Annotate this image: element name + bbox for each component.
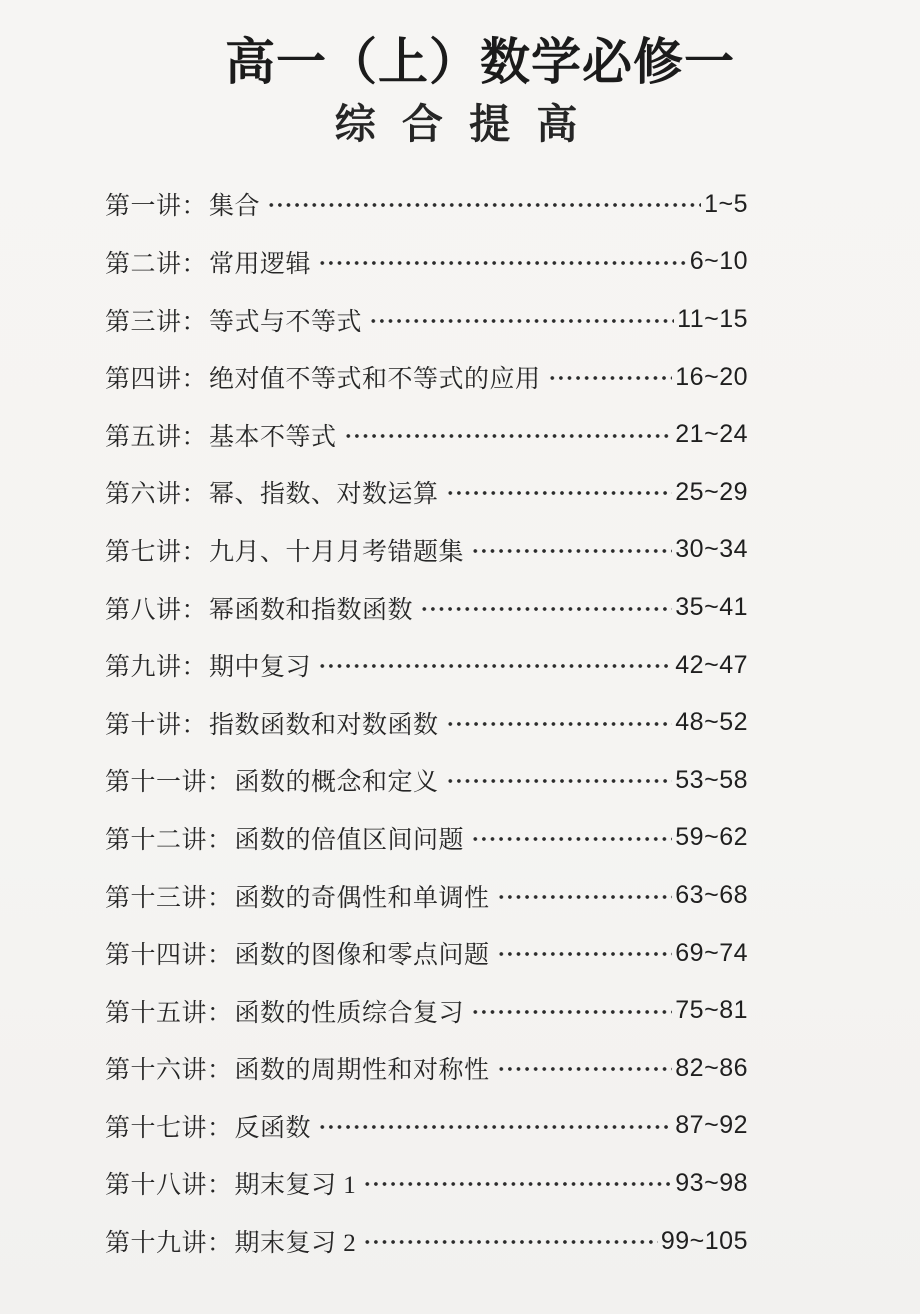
dot-leader: [446, 713, 673, 735]
dot-leader: [318, 252, 687, 274]
toc-chapter-label: 第四讲：: [105, 366, 208, 394]
toc-chapter-label: 第十六讲：: [105, 1057, 233, 1085]
toc-row: [105, 924, 748, 982]
toc-page-range: 1~5: [704, 189, 748, 218]
toc-entry-title: 函数的周期性和对称性: [234, 1057, 490, 1085]
toc-chapter-label: 第六讲：: [105, 481, 208, 509]
toc-row: [105, 579, 748, 637]
toc-chapter-label: 第十八讲：: [105, 1172, 233, 1200]
dot-leader: [344, 425, 673, 447]
toc-row: [105, 867, 748, 925]
toc-entry-title: 常用逻辑: [209, 250, 312, 278]
toc-page-range: 48~52: [675, 708, 748, 737]
toc-entry-title: 绝对值不等式和不等式的应用: [209, 366, 541, 394]
toc-entry-title: 函数的概念和定义: [234, 769, 439, 797]
toc-chapter-label: 第八讲：: [105, 596, 208, 624]
toc-entry-title: 幂函数和指数函数: [209, 596, 414, 624]
toc-row: [105, 694, 748, 752]
dot-leader: [471, 1001, 672, 1023]
toc-row: [105, 464, 748, 522]
toc-page-range: 99~105: [660, 1226, 748, 1255]
toc-row: [105, 348, 748, 406]
toc-page-range: 53~58: [675, 765, 748, 794]
toc-row: [105, 291, 748, 349]
toc-chapter-label: 第十七讲：: [105, 1114, 233, 1142]
toc-row: [105, 176, 748, 234]
toc-chapter-label: 第七讲：: [105, 538, 208, 566]
toc-page-range: 75~81: [675, 996, 748, 1025]
toc-entry-title: 期末复习 1: [234, 1172, 357, 1200]
toc-entry-title: 函数的倍值区间问题: [234, 826, 465, 854]
dot-leader: [318, 1116, 672, 1138]
toc-page-range: 42~47: [675, 650, 748, 679]
toc-chapter-label: 第十四讲：: [105, 942, 233, 970]
toc-page-range: 11~15: [677, 305, 748, 334]
toc-page-range: 30~34: [675, 535, 748, 564]
toc-chapter-label: 第五讲：: [105, 423, 208, 451]
document-header: [0, 0, 920, 147]
toc-chapter-label: 第三讲：: [105, 308, 208, 336]
toc-entry-title: 期末复习 2: [234, 1230, 357, 1258]
toc-row: [105, 1097, 748, 1155]
toc-entry-title: 指数函数和对数函数: [209, 711, 439, 739]
toc-chapter-label: 第十讲：: [105, 711, 208, 739]
page-subtitle: 综 合 提 高: [334, 100, 586, 147]
toc-entry-title: 函数的性质综合复习: [234, 999, 465, 1027]
toc-row: [105, 1040, 748, 1098]
toc-page-range: 21~24: [675, 420, 748, 449]
toc-page-range: 59~62: [675, 823, 748, 852]
toc-chapter-label: 第二讲：: [105, 250, 208, 278]
toc-page-range: 25~29: [675, 477, 748, 506]
toc-entry-title: 幂、指数、对数运算: [209, 481, 439, 509]
toc-row: [105, 406, 748, 464]
toc-page-range: 82~86: [675, 1053, 748, 1082]
toc-entry-title: 集合: [209, 193, 261, 221]
toc-row: [105, 809, 748, 867]
toc-entry-title: 函数的图像和零点问题: [234, 942, 490, 970]
toc-chapter-label: 第十一讲：: [105, 769, 233, 797]
toc-page-range: 35~41: [675, 593, 748, 622]
toc-entry-title: 函数的奇偶性和单调性: [234, 884, 490, 912]
toc-page-range: 6~10: [689, 247, 748, 276]
toc-chapter-label: 第十三讲：: [105, 884, 233, 912]
toc-page-range: 87~92: [675, 1111, 748, 1140]
toc-entry-title: 等式与不等式: [209, 308, 363, 336]
toc-chapter-label: 第十二讲：: [105, 826, 233, 854]
toc-row: [105, 1155, 748, 1213]
toc-chapter-label: 第一讲：: [105, 193, 208, 221]
dot-leader: [363, 1173, 672, 1195]
dot-leader: [267, 194, 701, 216]
toc-row: [105, 1212, 748, 1270]
dot-leader: [471, 540, 672, 562]
dot-leader: [471, 828, 672, 850]
dot-leader: [318, 655, 672, 677]
toc-page-range: 63~68: [675, 881, 748, 910]
toc-page-range: 16~20: [675, 362, 748, 391]
toc-row: [105, 521, 748, 579]
toc-entry-title: 基本不等式: [209, 423, 337, 451]
toc-row: [105, 233, 748, 291]
toc-entry-title: 期中复习: [209, 654, 312, 682]
toc-chapter-label: 第九讲：: [105, 654, 208, 682]
toc-row: [105, 636, 748, 694]
toc-list: [0, 176, 920, 1270]
toc-page-range: 69~74: [675, 938, 748, 967]
toc-entry-title: 九月、十月月考错题集: [209, 538, 465, 566]
toc-page-range: 93~98: [675, 1168, 748, 1197]
toc-chapter-label: 第十五讲：: [105, 999, 233, 1027]
page-title: 高一（上）数学必修一: [225, 34, 735, 90]
dot-leader: [369, 310, 674, 332]
dot-leader: [363, 1231, 658, 1253]
toc-row: [105, 752, 748, 810]
toc-row: [105, 982, 748, 1040]
dot-leader: [446, 482, 673, 504]
dot-leader: [497, 886, 673, 908]
toc-chapter-label: 第十九讲：: [105, 1230, 233, 1258]
toc-entry-title: 反函数: [234, 1114, 312, 1142]
dot-leader: [497, 1058, 673, 1080]
dot-leader: [420, 598, 672, 620]
dot-leader: [446, 770, 673, 792]
dot-leader: [548, 367, 673, 389]
dot-leader: [497, 943, 673, 965]
